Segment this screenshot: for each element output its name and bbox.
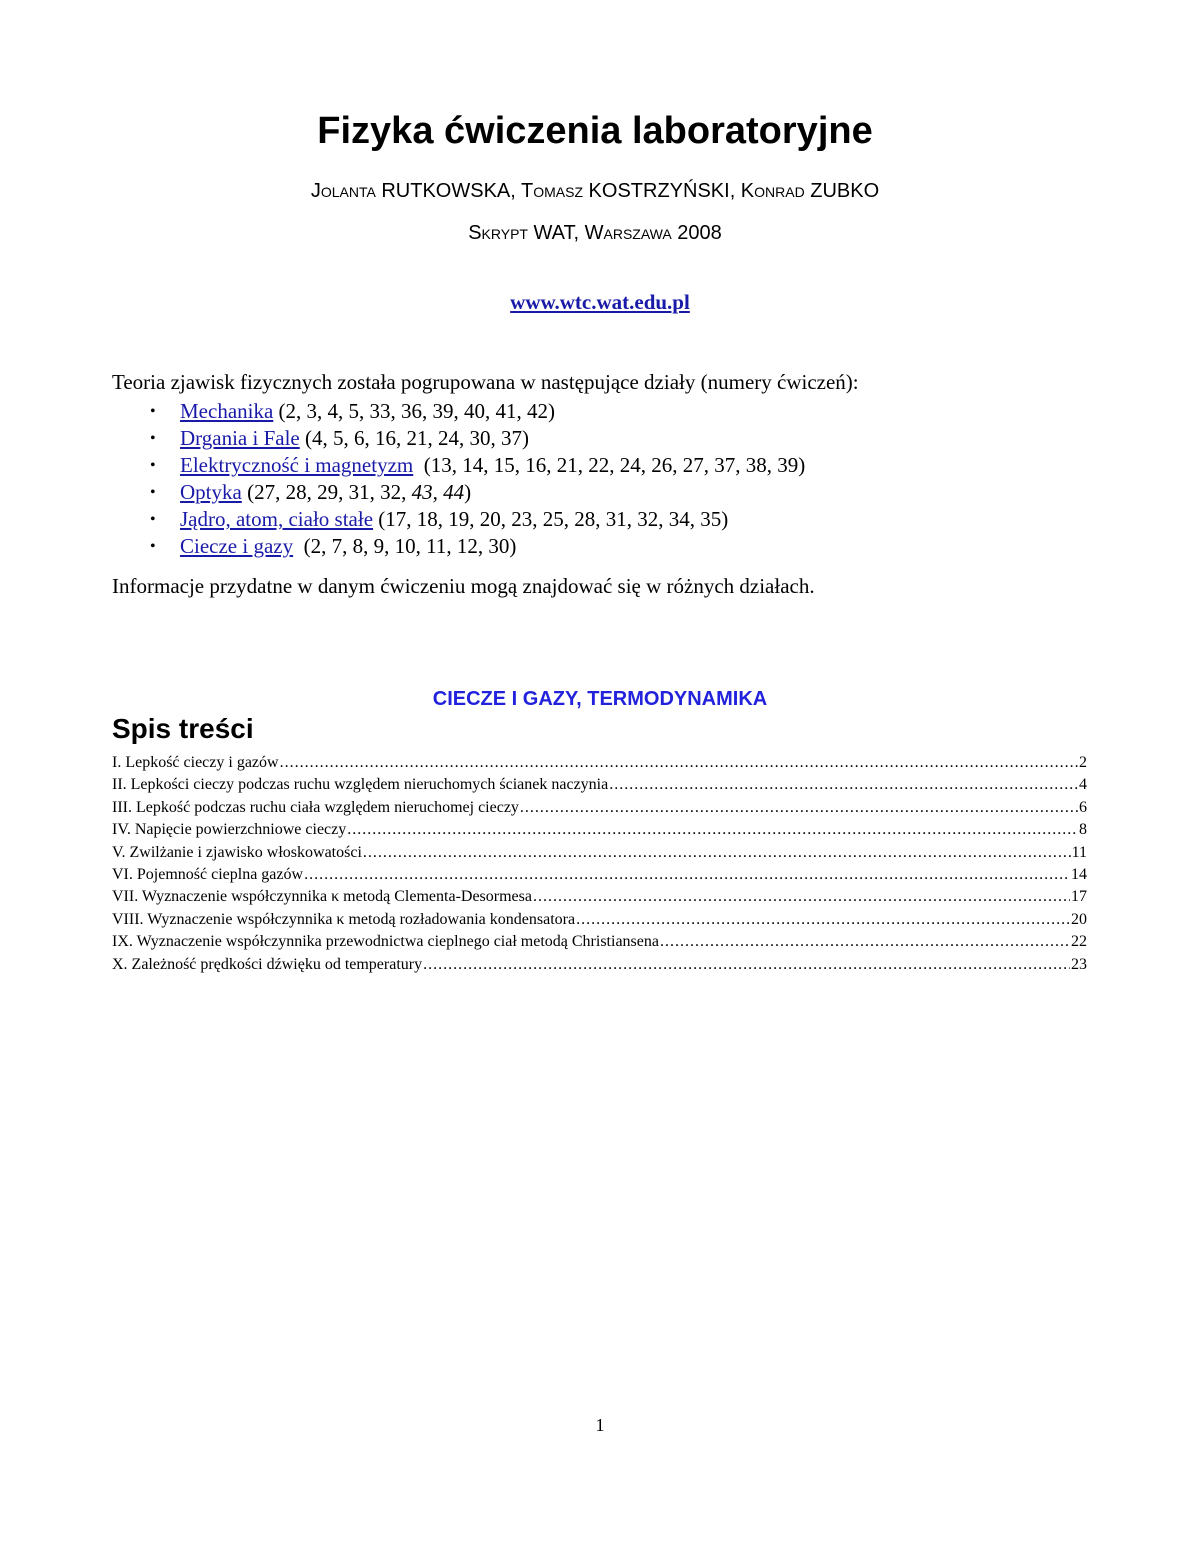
topic-item — [150, 479, 805, 506]
topic-link-jadro[interactable]: Jądro, atom, ciało stałe — [180, 507, 374, 531]
topic-link-mechanika[interactable]: Mechanika — [180, 399, 274, 423]
toc-entry[interactable] — [112, 864, 1087, 886]
topic-item — [150, 425, 805, 452]
topic-item — [150, 506, 805, 533]
toc-entry[interactable] — [112, 931, 1087, 953]
toc-entry-title: II. Lepkości cieczy podczas ruchu względem nieruchomych ścianek naczynia — [112, 776, 609, 794]
toc-entry-title: IV. Napięcie powierzchniowe cieczy — [112, 821, 347, 839]
topic-numbers: (4, 5, 6, 16, 21, 24, 30, 37) — [299, 426, 529, 450]
toc-entry[interactable] — [112, 842, 1087, 864]
toc-entry-page: 6 — [1079, 798, 1087, 816]
section-heading: CIECZE I GAZY, TERMODYNAMIKA — [432, 688, 768, 710]
toc-entry-page: 17 — [1071, 888, 1087, 906]
toc-entry-title: VIII. Wyznaczenie współczynnika κ metodą rozładowania kondensatora — [112, 910, 576, 928]
topic-numbers-italic: 43, 44 — [411, 480, 465, 504]
toc-entry[interactable] — [112, 886, 1087, 908]
toc-entry-page: 22 — [1071, 933, 1087, 951]
topic-numbers: (2, 7, 8, 9, 10, 11, 12, 30) — [293, 534, 517, 558]
website-link[interactable]: www.wtc.wat.edu.pl — [510, 290, 690, 314]
toc-entry-page: 23 — [1071, 955, 1087, 973]
topic-item — [150, 452, 805, 479]
topic-numbers: (17, 18, 19, 20, 23, 25, 28, 31, 32, 34, 35) — [373, 507, 729, 531]
topic-item — [150, 533, 805, 560]
table-of-contents — [112, 752, 1087, 976]
toc-entry-title: VI. Pojemność cieplna gazów — [112, 865, 304, 883]
toc-leader-dots — [423, 954, 1070, 976]
toc-entry-title: V. Zwilżanie i zjawisko włoskowatości — [112, 843, 362, 861]
toc-leader-dots — [304, 864, 1070, 886]
publisher-line: Skrypt WAT, Warszawa 2008 — [468, 222, 722, 244]
toc-entry[interactable] — [112, 797, 1087, 819]
bullet-icon: • — [150, 430, 156, 447]
toc-entry[interactable] — [112, 752, 1087, 774]
toc-entry[interactable] — [112, 909, 1087, 931]
bullet-icon: • — [150, 457, 156, 474]
toc-leader-dots — [520, 797, 1078, 819]
topic-link-drgania[interactable]: Drgania i Fale — [180, 426, 300, 450]
topic-numbers: (2, 3, 4, 5, 33, 36, 39, 40, 41, 42) — [273, 399, 556, 423]
toc-entry-page: 2 — [1079, 754, 1087, 771]
toc-entry-page: 20 — [1071, 910, 1087, 928]
toc-leader-dots — [576, 909, 1070, 931]
bullet-icon: • — [150, 484, 156, 501]
toc-leader-dots — [280, 752, 1078, 774]
toc-entry-page: 14 — [1071, 865, 1087, 883]
topic-numbers: (27, 28, 29, 31, 32, — [241, 480, 412, 504]
bullet-icon: • — [150, 511, 156, 528]
topic-item — [150, 398, 805, 425]
toc-entry[interactable] — [112, 954, 1087, 976]
topic-link-ciecze[interactable]: Ciecze i gazy — [180, 534, 294, 558]
toc-leader-dots — [660, 931, 1070, 953]
toc-leader-dots — [533, 886, 1070, 908]
website-link-container — [0, 290, 1200, 315]
toc-entry[interactable] — [112, 819, 1087, 841]
page-number: 1 — [595, 1415, 605, 1435]
toc-title: Spis treści — [112, 713, 254, 744]
topic-numbers: (13, 14, 15, 16, 21, 22, 24, 26, 27, 37, 38, 39) — [413, 453, 806, 477]
bullet-icon: • — [150, 538, 156, 555]
toc-entry-page: 4 — [1079, 776, 1087, 794]
toc-leader-dots — [347, 819, 1078, 841]
document-title: Fizyka ćwiczenia laboratoryjne — [317, 110, 873, 152]
authors-line: Jolanta RUTKOWSKA, Tomasz KOSTRZYŃSKI, Konrad ZUBKO — [310, 180, 880, 202]
toc-entry-page: 8 — [1079, 821, 1087, 839]
toc-entry[interactable] — [112, 774, 1087, 796]
topic-numbers-end: ) — [464, 480, 472, 504]
intro-text: Teoria zjawisk fizycznych została pogrupowana w następujące działy (numery ćwiczeń): — [112, 370, 859, 394]
toc-entry-page: 11 — [1071, 843, 1087, 861]
toc-entry-title: X. Zależność prędkości dźwięku od temperatury — [112, 955, 423, 973]
bullet-icon: • — [150, 403, 156, 420]
topic-link-elektrycznosc[interactable]: Elektryczność i magnetyzm — [180, 453, 414, 477]
toc-entry-title: IX. Wyznaczenie współczynnika przewodnictwa cieplnego ciał metodą Christiansena — [112, 933, 659, 951]
topic-link-optyka[interactable]: Optyka — [180, 480, 242, 504]
toc-leader-dots — [609, 774, 1078, 796]
toc-entry-title: I. Lepkość cieczy i gazów — [112, 754, 279, 771]
toc-entry-title: III. Lepkość podczas ruchu ciała względem nieruchomej cieczy — [112, 798, 519, 816]
toc-entry-title: VII. Wyznaczenie współczynnika κ metodą Clementa-Desormesa — [112, 888, 532, 906]
toc-leader-dots — [363, 842, 1071, 864]
outro-text: Informacje przydatne w danym ćwiczeniu mogą znajdować się w różnych działach. — [112, 574, 815, 598]
topic-list — [150, 398, 805, 560]
